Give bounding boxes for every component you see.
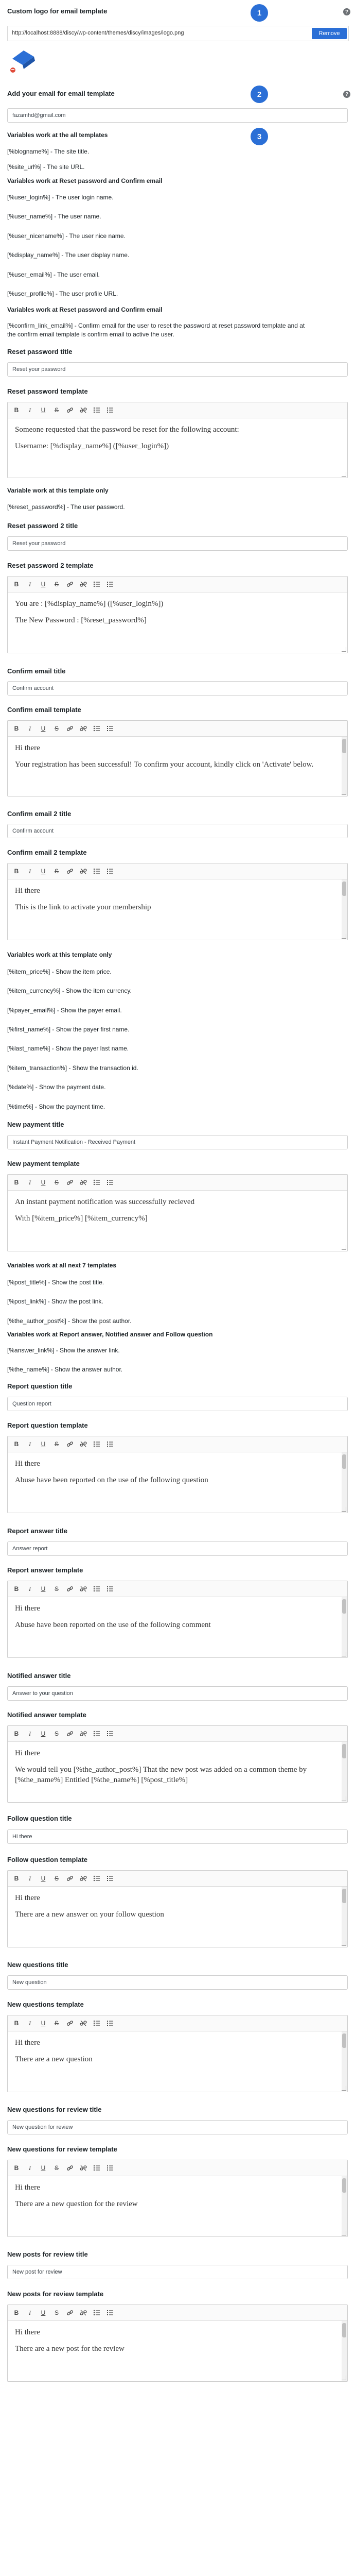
- var-line: [%user_login%] - The user login name.: [7, 194, 114, 201]
- unlink-icon[interactable]: [78, 723, 89, 734]
- numbered-list-icon[interactable]: [104, 1438, 116, 1450]
- confirm2-title-input[interactable]: [7, 824, 348, 838]
- var-line: [%item_transaction%] - Show the transaction id.: [7, 1064, 138, 1072]
- editor-toolbar: [8, 1581, 347, 1597]
- editor-paragraph: Hi there: [15, 2183, 40, 2192]
- var-line: [%time%] - Show the payment time.: [7, 1103, 105, 1110]
- link-icon[interactable]: [64, 1728, 76, 1739]
- var-line: [%user_email%] - The user email.: [7, 271, 100, 278]
- bold-button[interactable]: B: [14, 1179, 19, 1186]
- editor-scrollbar[interactable]: [342, 1452, 347, 1512]
- editor-content[interactable]: [8, 592, 347, 638]
- newq-title-input[interactable]: [7, 1975, 348, 1990]
- reset-template-editor[interactable]: [7, 402, 348, 478]
- var-line: [%the_name%] - Show the answer author.: [7, 1366, 123, 1373]
- editor-scrollbar[interactable]: [342, 1742, 347, 1802]
- step-badge-3: 3: [251, 128, 268, 145]
- underline-button[interactable]: U: [41, 868, 46, 875]
- var-line: [%confirm_link_email%] - Confirm email for the user to reset the password at reset password template and at: [7, 322, 305, 329]
- report-q-title-value: Question report: [12, 1401, 51, 1407]
- report-q-title-label: Report question title: [7, 1382, 73, 1390]
- remove-logo-button[interactable]: Remove: [312, 28, 347, 39]
- var-line: the confirm email template is confirm email to active the user.: [7, 331, 174, 338]
- editor-paragraph: An instant payment notification was successfully recieved: [15, 1198, 195, 1206]
- editor-paragraph: There are a new post for the review: [15, 2345, 125, 2353]
- editor-toolbar: [8, 1436, 347, 1452]
- vars-reset2-title: Variables work at Reset password and Confirm email: [7, 306, 163, 313]
- bold-button[interactable]: B: [14, 1730, 19, 1737]
- editor-scrollbar[interactable]: [342, 2176, 347, 2236]
- editor-toolbar: [8, 2160, 347, 2176]
- scrollbar-thumb[interactable]: [342, 2323, 346, 2337]
- numbered-list-icon[interactable]: [104, 866, 116, 877]
- link-icon[interactable]: [64, 2307, 76, 2318]
- step-badge-2: 2: [251, 86, 268, 103]
- bold-button[interactable]: B: [14, 2309, 19, 2316]
- link-icon[interactable]: [64, 1438, 76, 1450]
- newpr-template-label: New posts for review template: [7, 2290, 104, 2298]
- link-icon[interactable]: [64, 723, 76, 734]
- underline-button[interactable]: U: [41, 2020, 46, 2027]
- editor-toolbar: [8, 2015, 347, 2031]
- underline-button[interactable]: U: [41, 581, 46, 588]
- italic-button[interactable]: I: [29, 1874, 31, 1882]
- bold-button[interactable]: B: [14, 2164, 19, 2172]
- confirm-template-label: Confirm email template: [7, 706, 81, 714]
- underline-button[interactable]: U: [41, 2309, 46, 2316]
- editor-toolbar: [8, 577, 347, 592]
- strikethrough-button[interactable]: S: [54, 581, 59, 588]
- italic-button[interactable]: I: [29, 2309, 31, 2316]
- unlink-icon[interactable]: [78, 579, 89, 590]
- editor-scrollbar[interactable]: [342, 1597, 347, 1657]
- unlink-icon[interactable]: [78, 1873, 89, 1884]
- scrollbar-thumb[interactable]: [342, 1889, 346, 1903]
- reset-template-label: Reset password template: [7, 387, 88, 395]
- italic-button[interactable]: I: [29, 1178, 31, 1186]
- resize-handle[interactable]: [342, 2086, 346, 2091]
- unlink-icon[interactable]: [78, 2018, 89, 2029]
- italic-button[interactable]: I: [29, 1730, 31, 1737]
- vars-payment-title: Variables work at this template only: [7, 951, 112, 958]
- newq-title-value: New question: [12, 1979, 47, 1986]
- email-section-title: Add your email for email template: [7, 90, 115, 97]
- strikethrough-button[interactable]: S: [54, 868, 59, 875]
- strikethrough-button[interactable]: S: [54, 1440, 59, 1448]
- notified-title-input[interactable]: [7, 1686, 348, 1701]
- payment-title-label: New payment title: [7, 1121, 64, 1128]
- reset2-title-input[interactable]: [7, 536, 348, 551]
- numbered-list-icon[interactable]: [104, 2018, 116, 2029]
- scrollbar-thumb[interactable]: [342, 2178, 346, 2193]
- unlink-icon[interactable]: [78, 1177, 89, 1188]
- editor-toolbar: [8, 863, 347, 879]
- strikethrough-button[interactable]: S: [54, 725, 59, 732]
- help-icon[interactable]: ?: [343, 91, 350, 98]
- editor-paragraph: There are a new question for the review: [15, 2200, 138, 2208]
- editor-paragraph: Hi there: [15, 2039, 40, 2047]
- strikethrough-button[interactable]: S: [54, 2309, 59, 2316]
- editor-paragraph: Hi there: [15, 1894, 40, 1902]
- follow-title-label: Follow question title: [7, 1815, 72, 1822]
- unlink-icon[interactable]: [78, 2307, 89, 2318]
- editor-paragraph: Abuse have been reported on the use of the following comment: [15, 1621, 211, 1629]
- logo-preview-image: [8, 45, 40, 74]
- italic-button[interactable]: I: [29, 2164, 31, 2172]
- editor-content[interactable]: [8, 2031, 347, 2077]
- editor-content[interactable]: [8, 1597, 347, 1642]
- bold-button[interactable]: B: [14, 1440, 19, 1448]
- var-line: [%item_price%] - Show the item price.: [7, 968, 112, 975]
- reset-title-value: Reset your password: [12, 366, 66, 372]
- link-icon[interactable]: [64, 1177, 76, 1188]
- bold-button[interactable]: B: [14, 2020, 19, 2027]
- newqr-title-input[interactable]: [7, 2120, 348, 2134]
- newqr-template-editor[interactable]: [7, 2160, 348, 2237]
- editor-toolbar: [8, 2305, 347, 2321]
- editor-scrollbar[interactable]: [342, 879, 347, 939]
- bold-button[interactable]: B: [14, 725, 19, 732]
- confirm-template-editor[interactable]: [7, 720, 348, 796]
- italic-button[interactable]: I: [29, 1585, 31, 1592]
- var-line: [%blogname%] - The site title.: [7, 148, 90, 155]
- underline-button[interactable]: U: [41, 1875, 46, 1882]
- bulleted-list-icon[interactable]: [91, 1583, 102, 1595]
- link-icon[interactable]: [64, 2018, 76, 2029]
- report-a-title-label: Report answer title: [7, 1527, 68, 1535]
- resize-handle[interactable]: [342, 2231, 346, 2235]
- editor-content[interactable]: [8, 2321, 347, 2366]
- underline-button[interactable]: U: [41, 1179, 46, 1186]
- email-input-value: fazamhd@gmail.com: [12, 112, 66, 118]
- follow-title-input[interactable]: [7, 1829, 348, 1844]
- link-icon[interactable]: [64, 866, 76, 877]
- numbered-list-icon[interactable]: [104, 2307, 116, 2318]
- link-icon[interactable]: [64, 579, 76, 590]
- step-badge-1: 1: [251, 4, 268, 22]
- editor-content[interactable]: [8, 1191, 347, 1236]
- follow-template-editor[interactable]: [7, 1870, 348, 1947]
- resize-handle[interactable]: [342, 790, 346, 795]
- underline-button[interactable]: U: [41, 1730, 46, 1737]
- editor-paragraph: You are : [%display_name%] ([%user_login%]): [15, 600, 164, 608]
- italic-button[interactable]: I: [29, 2019, 31, 2027]
- editor-paragraph: Someone requested that the password be reset for the following account:: [15, 426, 239, 434]
- numbered-list-icon[interactable]: [104, 579, 116, 590]
- editor-paragraph: Hi there: [15, 1604, 40, 1613]
- reset2-template-editor[interactable]: [7, 576, 348, 653]
- newqr-title-label: New questions for review title: [7, 2106, 102, 2113]
- editor-content[interactable]: [8, 1452, 347, 1498]
- var-line: [%payer_email%] - Show the payer email.: [7, 1007, 122, 1014]
- scrollbar-thumb[interactable]: [342, 739, 346, 753]
- var-line: [%item_currency%] - Show the item currency.: [7, 987, 132, 994]
- bulleted-list-icon[interactable]: [91, 579, 102, 590]
- payment-template-label: New payment template: [7, 1160, 80, 1167]
- logo-url-field[interactable]: [7, 26, 349, 41]
- editor-scrollbar[interactable]: [342, 2321, 347, 2381]
- notified-template-editor[interactable]: [7, 1725, 348, 1803]
- underline-button[interactable]: U: [41, 2164, 46, 2172]
- unlink-icon[interactable]: [78, 2162, 89, 2174]
- bold-button[interactable]: B: [14, 868, 19, 875]
- numbered-list-icon[interactable]: [104, 2162, 116, 2174]
- payment-title-value: Instant Payment Notification - Received Payment: [12, 1139, 136, 1145]
- var-line: [%user_profile%] - The user profile URL.: [7, 290, 118, 297]
- notified-title-value: Answer to your question: [12, 1690, 74, 1697]
- unlink-icon[interactable]: [78, 866, 89, 877]
- newqr-title-value: New question for review: [12, 2124, 73, 2130]
- scrollbar-thumb[interactable]: [342, 1744, 346, 1758]
- var-line: [%user_nicename%] - The user nice name.: [7, 232, 126, 240]
- strikethrough-button[interactable]: S: [54, 1179, 59, 1186]
- editor-paragraph: There are a new answer on your follow question: [15, 1910, 164, 1919]
- editor-toolbar: [8, 1726, 347, 1742]
- report-a-template-label: Report answer template: [7, 1566, 83, 1574]
- editor-content[interactable]: [8, 1742, 347, 1798]
- report-a-title-value: Answer report: [12, 1546, 48, 1552]
- editor-paragraph: Hi there: [15, 1460, 40, 1468]
- reset2-template-label: Reset password 2 template: [7, 562, 94, 569]
- follow-template-label: Follow question template: [7, 1856, 88, 1863]
- strikethrough-button[interactable]: S: [54, 2164, 59, 2172]
- var-line: [%post_link%] - Show the post link.: [7, 1298, 103, 1305]
- confirm-title-label: Confirm email title: [7, 667, 66, 675]
- underline-button[interactable]: U: [41, 725, 46, 732]
- editor-toolbar: [8, 1175, 347, 1191]
- bulleted-list-icon[interactable]: [91, 404, 102, 416]
- editor-paragraph: There are a new question: [15, 2055, 93, 2063]
- reset-title-input[interactable]: [7, 362, 348, 377]
- var-line: [%the_author_post%] - Show the post author.: [7, 1317, 132, 1325]
- numbered-list-icon[interactable]: [104, 1873, 116, 1884]
- confirm-title-input[interactable]: [7, 681, 348, 696]
- confirm2-title-value: Confirm account: [12, 828, 54, 834]
- numbered-list-icon[interactable]: [104, 723, 116, 734]
- editor-content[interactable]: [8, 1887, 347, 1932]
- bulleted-list-icon[interactable]: [91, 723, 102, 734]
- resize-handle[interactable]: [342, 472, 346, 477]
- var-line: [%display_name%] - The user display name.: [7, 251, 130, 259]
- link-icon[interactable]: [64, 1873, 76, 1884]
- editor-toolbar: [8, 1871, 347, 1887]
- newpr-title-value: New post for review: [12, 2269, 62, 2275]
- bold-button[interactable]: B: [14, 1875, 19, 1882]
- link-icon[interactable]: [64, 1583, 76, 1595]
- var-line: [%first_name%] - Show the payer first name.: [7, 1026, 130, 1033]
- scrollbar-thumb[interactable]: [342, 882, 346, 896]
- strikethrough-button[interactable]: S: [54, 1875, 59, 1882]
- vars-report-title: Variables work at Report answer, Notified answer and Follow question: [7, 1331, 213, 1338]
- report-a-title-input[interactable]: [7, 1541, 348, 1556]
- editor-paragraph: Hi there: [15, 744, 40, 752]
- var-line: [%date%] - Show the payment date.: [7, 1083, 106, 1091]
- report-q-template-editor[interactable]: [7, 1436, 348, 1513]
- underline-button[interactable]: U: [41, 406, 46, 414]
- strikethrough-button[interactable]: S: [54, 1730, 59, 1737]
- editor-paragraph: Your registration has been successful! To confirm your account, kindly click on 'Activate' below.: [15, 760, 314, 769]
- logo-section-title: Custom logo for email template: [7, 7, 108, 15]
- var-line: [%site_url%] - The site URL.: [7, 163, 85, 171]
- report-a-template-editor[interactable]: [7, 1581, 348, 1658]
- reset-title-label: Reset password title: [7, 348, 73, 355]
- var-line: [%reset_password%] - The user password.: [7, 503, 125, 511]
- numbered-list-icon[interactable]: [104, 404, 116, 416]
- link-icon[interactable]: [64, 404, 76, 416]
- scrollbar-thumb[interactable]: [342, 2033, 346, 2048]
- editor-scrollbar[interactable]: [342, 1887, 347, 1946]
- email-input[interactable]: [7, 108, 348, 123]
- underline-button[interactable]: U: [41, 1585, 46, 1592]
- editor-content[interactable]: [8, 879, 347, 925]
- var-line: [%last_name%] - Show the payer last name.: [7, 1045, 129, 1052]
- payment-title-input[interactable]: [7, 1135, 348, 1149]
- italic-button[interactable]: I: [29, 406, 31, 414]
- newq-template-label: New questions template: [7, 2001, 84, 2008]
- unlink-icon[interactable]: [78, 1438, 89, 1450]
- editor-paragraph: Hi there: [15, 887, 40, 895]
- unlink-icon[interactable]: [78, 1728, 89, 1739]
- newq-title-label: New questions title: [7, 1961, 68, 1969]
- resize-handle[interactable]: [342, 2376, 346, 2380]
- bulleted-list-icon[interactable]: [91, 1728, 102, 1739]
- bulleted-list-icon[interactable]: [91, 2307, 102, 2318]
- vars-reset-only-title: Variable work at this template only: [7, 487, 109, 494]
- numbered-list-icon[interactable]: [104, 1583, 116, 1595]
- unlink-icon[interactable]: [78, 404, 89, 416]
- logo-url-value: http://localhost:8888/discy/wp-content/themes/discy/images/logo.png: [12, 30, 184, 36]
- italic-button[interactable]: I: [29, 724, 31, 732]
- follow-title-value: Hi there: [12, 1834, 32, 1840]
- resize-handle[interactable]: [342, 1941, 346, 1946]
- var-line: [%answer_link%] - Show the answer link.: [7, 1347, 120, 1354]
- strikethrough-button[interactable]: S: [54, 1585, 59, 1592]
- editor-paragraph: This is the link to activate your membership: [15, 903, 151, 911]
- editor-paragraph: We would tell you [%the_author_post%] That the new post was added on a common theme by [%the_name%] Entitled [%the_name%] [%post_title%]: [15, 1766, 307, 1784]
- bulleted-list-icon[interactable]: [91, 1873, 102, 1884]
- vars-next7-title: Variables work at all next 7 templates: [7, 1262, 117, 1269]
- reset2-title-value: Reset your password: [12, 540, 66, 547]
- editor-scrollbar[interactable]: [342, 737, 347, 795]
- editor-paragraph: Hi there: [15, 1749, 40, 1757]
- italic-button[interactable]: I: [29, 1440, 31, 1448]
- resize-handle[interactable]: [342, 1245, 346, 1250]
- newpr-template-editor[interactable]: [7, 2304, 348, 2382]
- confirm2-template-editor[interactable]: [7, 863, 348, 940]
- editor-content[interactable]: [8, 737, 347, 782]
- editor-paragraph: With [%item_price%] [%item_currency%]: [15, 1214, 148, 1223]
- editor-toolbar: [8, 402, 347, 418]
- editor-paragraph: Abuse have been reported on the use of the following question: [15, 1476, 208, 1484]
- scrollbar-thumb[interactable]: [342, 1599, 346, 1614]
- resize-handle[interactable]: [342, 1797, 346, 1801]
- notified-title-label: Notified answer title: [7, 1672, 71, 1680]
- numbered-list-icon[interactable]: [104, 1177, 116, 1188]
- editor-scrollbar[interactable]: [342, 2031, 347, 2091]
- bold-button[interactable]: B: [14, 1585, 19, 1592]
- editor-paragraph: Hi there: [15, 2328, 40, 2336]
- resize-handle[interactable]: [342, 1652, 346, 1656]
- vars-all-title: Variables work at the all templates: [7, 131, 108, 139]
- notified-template-label: Notified answer template: [7, 1711, 86, 1719]
- reset2-title-label: Reset password 2 title: [7, 522, 78, 530]
- italic-button[interactable]: I: [29, 867, 31, 875]
- bulleted-list-icon[interactable]: [91, 1177, 102, 1188]
- bulleted-list-icon[interactable]: [91, 1438, 102, 1450]
- strikethrough-button[interactable]: S: [54, 406, 59, 414]
- unlink-icon[interactable]: [78, 1583, 89, 1595]
- confirm2-title-label: Confirm email 2 title: [7, 810, 72, 818]
- bulleted-list-icon[interactable]: [91, 866, 102, 877]
- numbered-list-icon[interactable]: [104, 1728, 116, 1739]
- editor-paragraph: The New Password : [%reset_password%]: [15, 616, 147, 624]
- editor-content[interactable]: [8, 418, 347, 464]
- bold-button[interactable]: B: [14, 406, 19, 414]
- help-icon[interactable]: ?: [343, 8, 350, 15]
- resize-handle[interactable]: [342, 934, 346, 939]
- underline-button[interactable]: U: [41, 1440, 46, 1448]
- newpr-title-label: New posts for review title: [7, 2250, 88, 2258]
- report-q-template-label: Report question template: [7, 1421, 88, 1429]
- payment-template-editor[interactable]: [7, 1174, 348, 1251]
- newpr-title-input[interactable]: [7, 2265, 348, 2279]
- report-q-title-input[interactable]: [7, 1397, 348, 1411]
- scrollbar-thumb[interactable]: [342, 1454, 346, 1469]
- newq-template-editor[interactable]: [7, 2015, 348, 2092]
- bold-button[interactable]: B: [14, 581, 19, 588]
- bulleted-list-icon[interactable]: [91, 2018, 102, 2029]
- link-icon[interactable]: [64, 2162, 76, 2174]
- resize-handle[interactable]: [342, 1507, 346, 1512]
- italic-button[interactable]: I: [29, 580, 31, 588]
- resize-handle[interactable]: [342, 647, 346, 652]
- editor-paragraph: Username: [%display_name%] ([%user_login%]): [15, 442, 169, 450]
- confirm2-template-label: Confirm email 2 template: [7, 849, 87, 856]
- strikethrough-button[interactable]: S: [54, 2020, 59, 2027]
- editor-content[interactable]: [8, 2176, 347, 2222]
- confirm-title-value: Confirm account: [12, 685, 54, 691]
- var-line: [%post_title%] - Show the post title.: [7, 1279, 104, 1286]
- vars-reset-title: Variables work at Reset password and Confirm email: [7, 177, 163, 184]
- bulleted-list-icon[interactable]: [91, 2162, 102, 2174]
- var-line: [%user_name%] - The user name.: [7, 213, 101, 220]
- newqr-template-label: New questions for review template: [7, 2145, 117, 2153]
- editor-toolbar: [8, 721, 347, 737]
